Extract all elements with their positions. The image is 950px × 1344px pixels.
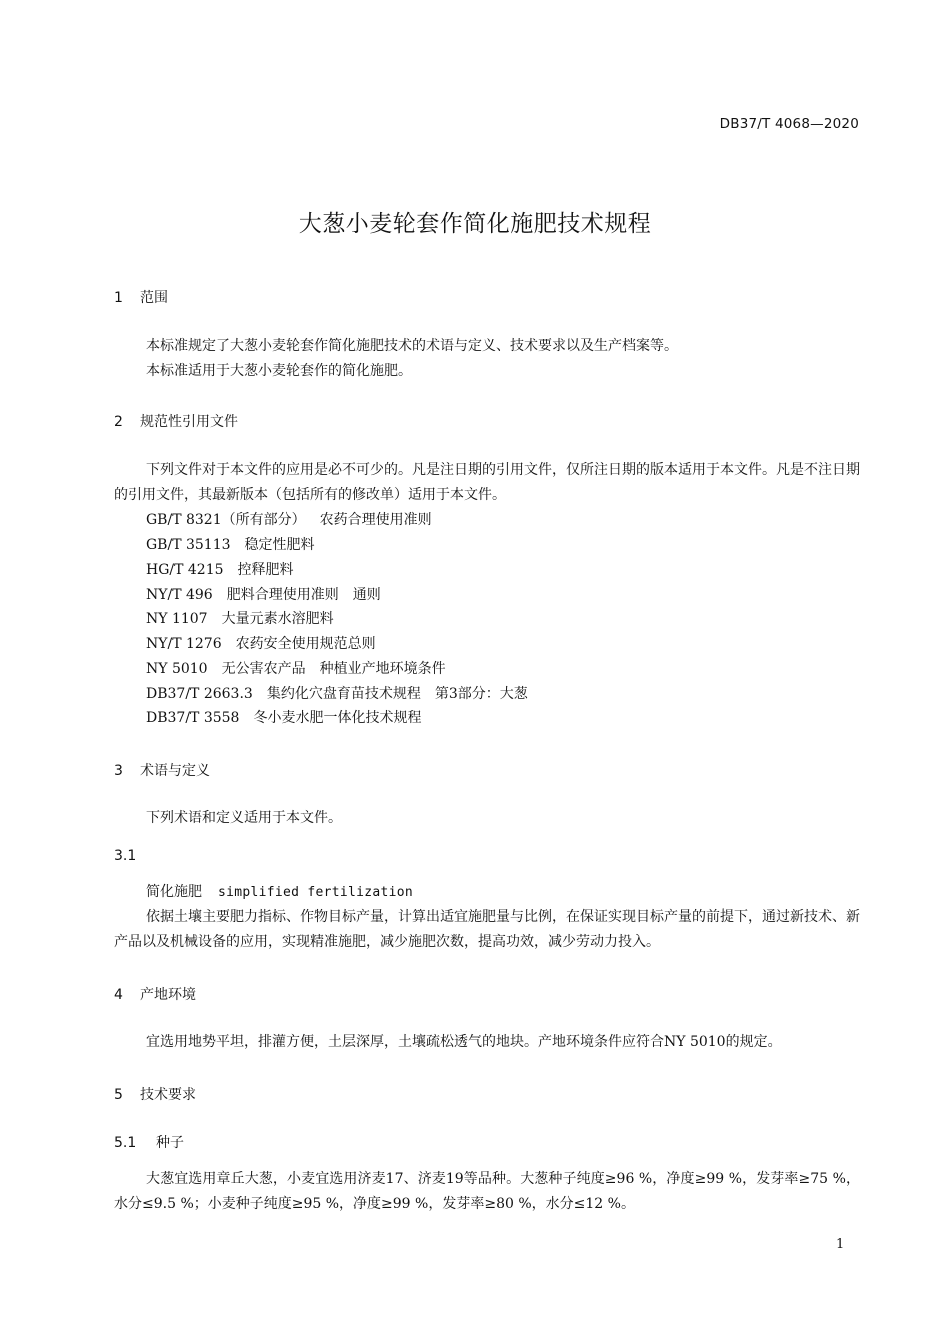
reference-item bbox=[146, 583, 381, 608]
section-5-heading bbox=[114, 1084, 196, 1104]
reference-title: 冬小麦水肥一体化技术规程 bbox=[253, 710, 422, 726]
standard-code: DB37/T 4068—2020 bbox=[719, 116, 859, 132]
reference-title: 大量元素水溶肥料 bbox=[221, 611, 334, 627]
reference-item bbox=[146, 632, 376, 657]
section-title: 产地环境 bbox=[140, 987, 196, 1003]
reference-code: DB37/T 3558 bbox=[146, 710, 240, 726]
reference-item bbox=[146, 706, 421, 731]
reference-code: NY/T 496 bbox=[146, 587, 213, 603]
reference-item bbox=[146, 533, 315, 558]
reference-item bbox=[146, 657, 446, 682]
term-number: 3.1 bbox=[114, 848, 137, 864]
reference-item bbox=[146, 682, 528, 707]
document-title: 大葱小麦轮套作简化施肥技术规程 bbox=[298, 211, 652, 237]
reference-title: 集约化穴盘育苗技术规程 第3部分：大葱 bbox=[266, 686, 528, 702]
subsection-5-1-heading bbox=[114, 1132, 184, 1152]
term-entry bbox=[146, 880, 413, 905]
section-title: 术语与定义 bbox=[140, 763, 210, 779]
term-chinese: 简化施肥 bbox=[146, 884, 202, 900]
reference-title: 无公害农产品 种植业产地环境条件 bbox=[221, 661, 446, 677]
reference-code: GB/T 8321（所有部分） bbox=[146, 512, 306, 528]
reference-title: 农药合理使用准则 bbox=[319, 512, 432, 528]
term-english: simplified fertilization bbox=[218, 885, 414, 900]
section-number: 5 bbox=[114, 1087, 123, 1103]
section-title: 技术要求 bbox=[140, 1087, 196, 1103]
section-number: 4 bbox=[114, 987, 123, 1003]
section-1-paragraph-2: 本标准适用于大葱小麦轮套作的简化施肥。 bbox=[146, 363, 412, 379]
section-number: 1 bbox=[114, 290, 123, 306]
section-2-heading bbox=[114, 411, 238, 431]
reference-code: NY 5010 bbox=[146, 661, 208, 677]
reference-code: NY 1107 bbox=[146, 611, 208, 627]
section-2-intro: 下列文件对于本文件的应用是必不可少的。凡是注日期的引用文件，仅所注日期的版本适用于本文件。凡是不注日期的引用文件，其最新版本（包括所有的修改单）适用于本文件。 bbox=[114, 462, 860, 503]
reference-item bbox=[146, 607, 334, 632]
section-1-heading bbox=[114, 287, 168, 307]
reference-code: HG/T 4215 bbox=[146, 562, 224, 578]
reference-title: 农药安全使用规范总则 bbox=[235, 636, 376, 652]
section-title: 范围 bbox=[140, 290, 168, 306]
section-3-intro: 下列术语和定义适用于本文件。 bbox=[146, 810, 342, 826]
page-number: 1 bbox=[836, 1237, 845, 1252]
subsection-title: 种子 bbox=[156, 1135, 184, 1151]
reference-title: 稳定性肥料 bbox=[244, 537, 315, 553]
section-number: 3 bbox=[114, 763, 123, 779]
reference-item bbox=[146, 558, 294, 583]
section-4-heading bbox=[114, 984, 196, 1004]
reference-item bbox=[146, 508, 432, 533]
section-1-paragraph-1: 本标准规定了大葱小麦轮套作简化施肥技术的术语与定义、技术要求以及生产档案等。 bbox=[146, 338, 678, 354]
subsection-number: 5.1 bbox=[114, 1135, 137, 1151]
reference-code: DB37/T 2663.3 bbox=[146, 686, 253, 702]
reference-title: 控释肥料 bbox=[237, 562, 294, 578]
section-number: 2 bbox=[114, 414, 123, 430]
reference-code: NY/T 1276 bbox=[146, 636, 222, 652]
section-4-paragraph: 宜选用地势平坦，排灌方便，土层深厚，土壤疏松透气的地块。产地环境条件应符合NY 5010的规定。 bbox=[146, 1034, 782, 1050]
reference-title: 肥料合理使用准则 通则 bbox=[226, 587, 381, 603]
reference-code: GB/T 35113 bbox=[146, 537, 231, 553]
section-3-heading bbox=[114, 760, 210, 780]
term-definition: 依据土壤主要肥力指标、作物目标产量，计算出适宜施肥量与比例，在保证实现目标产量的前提下，通过新技术、新产品以及机械设备的应用，实现精准施肥，减少施肥次数，提高功效，减少劳动力投入。 bbox=[114, 909, 860, 950]
subsection-5-1-paragraph: 大葱宜选用章丘大葱，小麦宜选用济麦17、济麦19等品种。大葱种子纯度≥96 %，净度≥99 %，发芽率≥75 %，水分≤9.5 %；小麦种子纯度≥95 %，净度≥99 %，发芽率≥80 %，水分≤12 %。 bbox=[114, 1171, 860, 1212]
section-title: 规范性引用文件 bbox=[140, 414, 238, 430]
